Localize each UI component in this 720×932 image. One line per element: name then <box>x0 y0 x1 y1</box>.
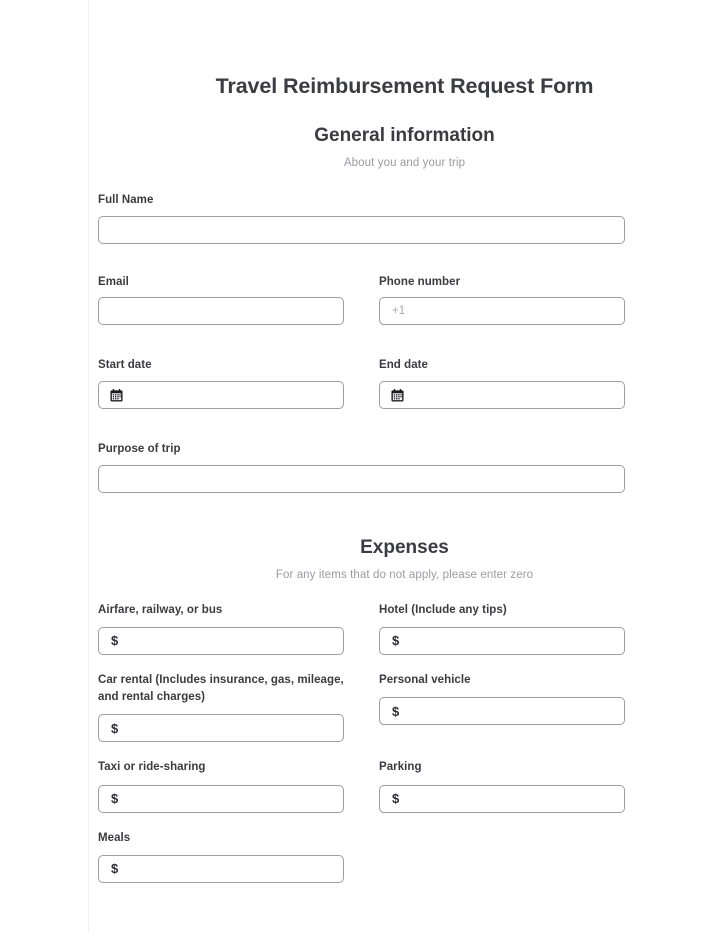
label-purpose-of-trip: Purpose of trip <box>98 443 181 456</box>
email-field[interactable] <box>98 297 344 325</box>
expenses-fields <box>98 581 711 883</box>
calendar-icon <box>110 389 123 402</box>
label-start-date: Start date <box>98 359 152 372</box>
label-car-rental: Car rental (Includes insurance, gas, mileage, and rental charges) <box>98 673 344 704</box>
label-phone-number: Phone number <box>379 275 461 288</box>
end-date-input[interactable] <box>379 381 625 409</box>
car-rental-input[interactable] <box>98 714 344 742</box>
label-meals: Meals <box>98 831 131 844</box>
row-taxi-parking <box>98 759 711 812</box>
row-email-phone <box>98 274 711 340</box>
currency-prefix: $ <box>111 791 119 807</box>
label-end-date: End date <box>379 359 428 372</box>
hotel-input[interactable] <box>379 627 625 655</box>
label-hotel: Hotel (Include any tips) <box>379 603 507 616</box>
full-name-input[interactable] <box>98 216 625 244</box>
row-airfare-hotel <box>98 602 711 655</box>
start-date-input[interactable] <box>98 381 344 409</box>
spacer <box>98 423 711 441</box>
airfare-input[interactable] <box>98 627 344 655</box>
personal-vehicle-input[interactable] <box>379 697 625 725</box>
currency-prefix: $ <box>392 633 400 649</box>
form-card <box>88 0 720 932</box>
label-personal-vehicle: Personal vehicle <box>379 673 471 686</box>
phone-number-input[interactable] <box>379 297 625 325</box>
row-purpose <box>98 441 711 507</box>
section-heading-general: General information <box>314 125 495 146</box>
label-email: Email <box>98 275 129 288</box>
currency-prefix: $ <box>111 720 119 736</box>
row-full-name <box>98 192 711 258</box>
label-parking: Parking <box>379 761 422 774</box>
section-subtitle-expenses: For any items that do not apply, please enter zero <box>275 568 534 581</box>
section-heading-expenses: Expenses <box>360 536 449 558</box>
spacer <box>98 339 711 357</box>
row-car-rental-personal-vehicle <box>98 672 711 743</box>
row-meals <box>98 830 711 883</box>
currency-prefix: $ <box>111 633 119 649</box>
section-subtitle-general: About you and your trip <box>343 157 466 169</box>
label-taxi: Taxi or ride-sharing <box>98 761 206 774</box>
currency-prefix: $ <box>392 703 400 719</box>
currency-prefix: $ <box>111 861 119 877</box>
label-airfare: Airfare, railway, or bus <box>98 603 223 616</box>
spacer <box>98 258 711 274</box>
row-dates <box>98 357 711 423</box>
purpose-of-trip-input[interactable] <box>98 465 625 493</box>
meals-input[interactable] <box>98 855 344 883</box>
taxi-input[interactable] <box>98 785 344 813</box>
parking-input[interactable] <box>379 785 625 813</box>
calendar-icon <box>391 389 404 402</box>
general-fields <box>98 169 711 507</box>
currency-prefix: $ <box>392 791 400 807</box>
page-title: Travel Reimbursement Request Form <box>215 74 594 98</box>
phone-placeholder: +1 <box>392 305 406 318</box>
label-full-name: Full Name <box>98 194 154 206</box>
